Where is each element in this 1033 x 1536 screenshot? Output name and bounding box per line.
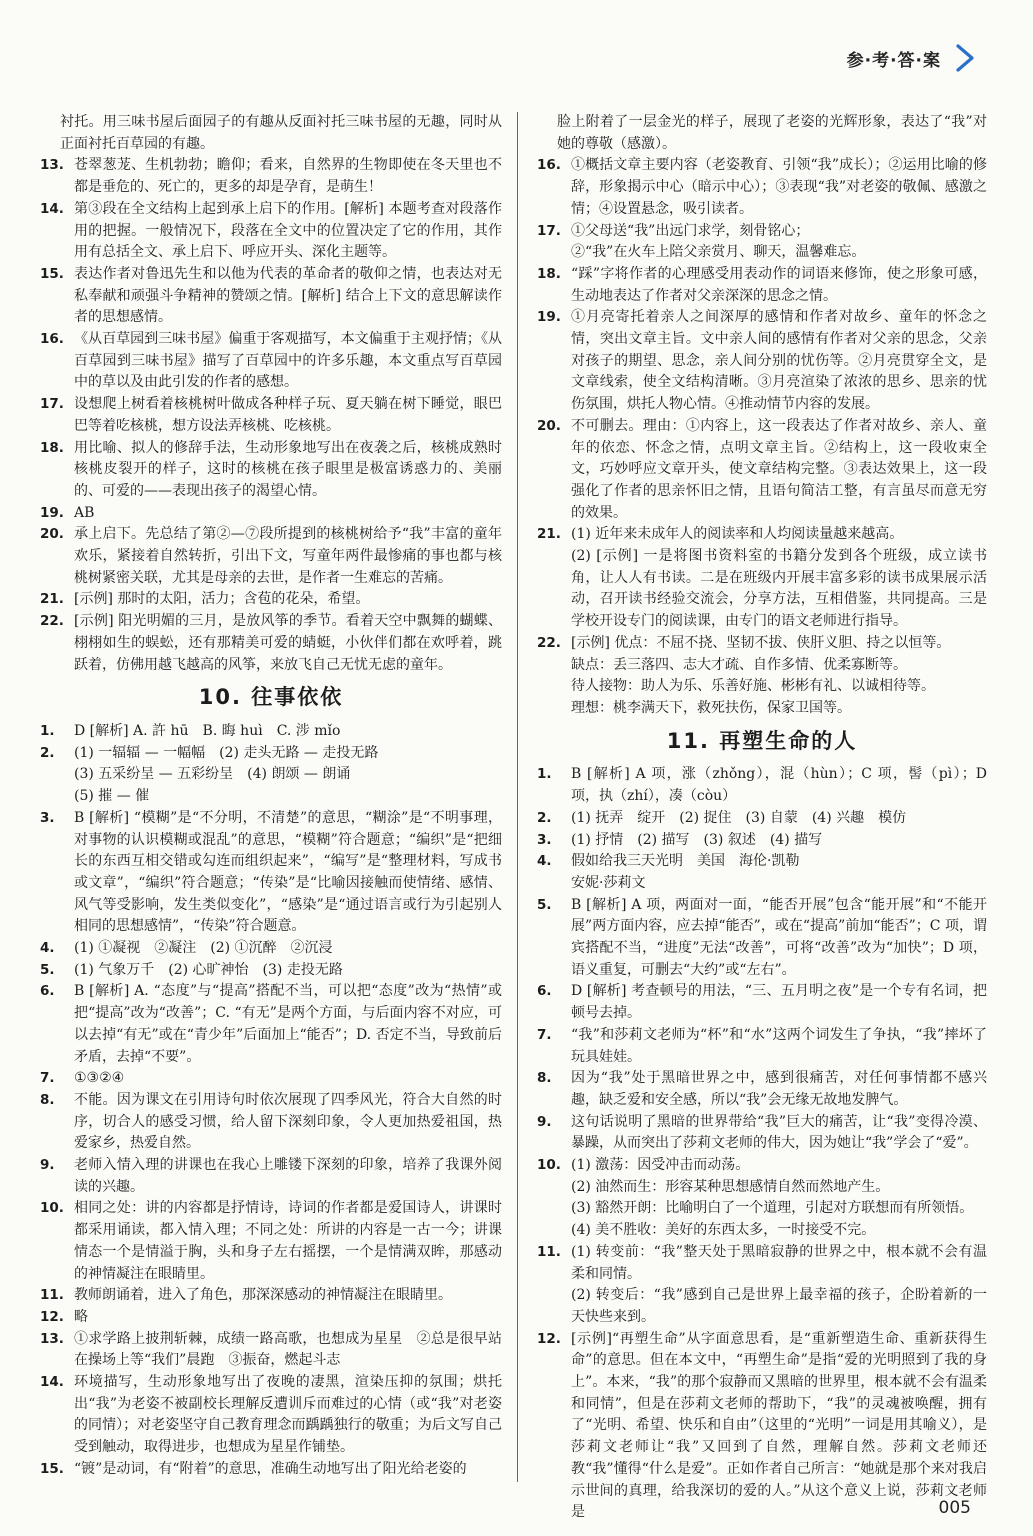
- answer-text: 承上启下。先总结了第②—⑦段所提到的核桃树给予“我”丰富的童年欢乐，紧接着自然转折，引出下文，写童年两件最惨痛的事也都与核桃树紧密关联，尤其是母亲的去世，是作者一生难忘的苦痛。: [74, 526, 502, 586]
- answer-item: [40, 938, 502, 960]
- answer-item: [537, 851, 987, 894]
- answer-item: [40, 155, 502, 198]
- answer-text: “踩”字将作者的心理感受用表动作的词语来修饰，使之形象可感，生动地表达了作者对父亲深深的思念之情。: [571, 265, 987, 304]
- answer-number: 21.: [40, 591, 64, 608]
- answer-number: 21.: [537, 526, 561, 543]
- answer-text: 《从百草园到三味书屋》偏重于客观描写，本文偏重于主观抒情；《从百草园到三味书屋》描写了百草园中的许多乐趣，本文重点写百草园中的草以及由此引发的作者的感想。: [74, 331, 502, 391]
- answer-number: 22.: [537, 634, 561, 651]
- answer-text: 环境描写，生动形象地写出了夜晚的凄黑，渲染压抑的氛围；烘托出“我”为老姿不被副校长理解反遭训斥而难过的心情（或“我”对老姿的同情）；对老姿坚守自己教育理念而踽踽独行的敬重；为后文写自己受到触动，取得进步，也想成为星星作铺垫。: [74, 1374, 502, 1456]
- answer-text: 用比喻、拟人的修辞手法，生动形象地写出在夜袭之后，核桃成熟时核桃皮裂开的样子，这时的核桃在孩子眼里是极富诱惑力的、美丽的、可爱的——表现出孩子的渴望心情。: [74, 439, 502, 499]
- answer-text: 苍翠葱茏、生机勃勃；瞻仰；看来，自然界的生物即使在冬天里也不都是垂危的、死亡的，更多的却是孕育，是萌生！: [74, 157, 502, 196]
- answer-number: 22.: [40, 613, 64, 630]
- answer-number: 11.: [40, 1287, 64, 1304]
- answer-item: [40, 329, 502, 394]
- answer-number: 1.: [40, 722, 55, 739]
- answer-text: [示例] 阳光明媚的三月，是放风筝的季节。看着天空中飘舞的蝴蝶、栩栩如生的蜈蚣，还有那精美可爱的蜻蜓，小伙伴们都在欢呼着，跳跃着，仿佛用越飞越高的风筝，来放飞自己无忧无虑的童年。: [74, 613, 502, 673]
- answer-text: [示例] 那时的太阳，活力；含苞的花朵，希望。: [74, 591, 370, 608]
- answer-number: 17.: [537, 222, 561, 239]
- answer-text: 不可删去。理由：①内容上，这一段表达了作者对故乡、亲人、童年的依恋、怀念之情，点明文章主旨。②结构上，这一段收束全文，巧妙呼应文章开头，使文章结构完整。③表达效果上，这一段强化了作者的思亲怀旧之情，且语句简洁工整，有言虽尽而意无穷的效果。: [571, 417, 987, 521]
- answer-number: 2.: [40, 744, 55, 761]
- answer-text: 相同之处：讲的内容都是抒情诗，诗词的作者都是爱国诗人，讲课时都采用诵读，都入情入理；不同之处：所讲的内容是一古一今；讲课情态一个是情溢于胸，头和身子左右摇摆，一个是情满双眸，那感动的神情凝注在眼睛里。: [74, 1200, 502, 1282]
- answer-number: 1.: [537, 766, 552, 783]
- answer-text: 设想爬上树看着核桃树叶做成各种样子玩、夏天躺在树下睡觉，眼巴巴等着吃核桃，想方设法弄核桃、吃核桃。: [74, 396, 502, 434]
- answer-line: (1) 转变前：“我”整天处于黑暗寂静的世界之中，根本就不会有温柔和同情。: [571, 1243, 987, 1282]
- answer-item: [537, 1112, 987, 1155]
- answer-line: (5) 摧 — 催: [74, 788, 150, 805]
- answer-number: 7.: [537, 1026, 552, 1043]
- answer-item: [40, 1459, 502, 1481]
- answer-text: (1) 近年来未成年人的阅读率和人均阅读量越来越高。: [571, 526, 904, 543]
- answer-text: [示例]“再塑生命”从字面意思看，是“重新塑造生命、重新获得生命”的意思。但在本文中，“再塑生命”是指“爱的光明照到了我的身上”。本来，“我”的那个寂静而又黑暗的世界里，根本就不会有温柔和同情”，但是在莎莉文老师的帮助下，“我”的灵魂被唤醒，拥有了“光明、希望、快乐和自由”（这里的“光明”一词是用其喻义），是莎莉文老师让“我”又回到了自然，理解自然。莎莉文老师还教“我”懂得“什么是爱”。正如作者自己所言：“她就是那个来对我启示世间的真理，给我深切的爱的人。”从这个意义上说，莎莉文老师是: [571, 1330, 987, 1521]
- answer-line: ②“我”在火车上陪父亲赏月、聊天，温馨难忘。: [571, 244, 866, 261]
- answer-item: [537, 895, 987, 982]
- answer-line: 理想：桃李满天下，救死扶伤，保家卫国等。: [571, 699, 851, 716]
- answer-line: (2) 转变后：“我”感到自己是世界上最幸福的孩子，企盼着新的一天快些来到。: [571, 1287, 987, 1325]
- section-title: 10. 往事依依: [198, 685, 344, 710]
- answer-text: ①求学路上披荆斩棘，成绩一路高歌，也想成为星星 ②总是很早站在操场上等“我们”晨跑 ③振奋，燃起斗志: [74, 1330, 502, 1369]
- answer-item: [40, 611, 502, 676]
- answer-text: 教师朗诵着，进入了角色，那深深感动的神情凝注在眼睛里。: [74, 1287, 452, 1304]
- answer-number: 15.: [40, 1460, 64, 1477]
- watermark-logo: [851, 1452, 1011, 1532]
- answer-text: D [解析] A. 許 hū B. 晦 huì C. 涉 mǐo: [74, 722, 341, 739]
- answer-line: 待人接物：助人为乐、乐善好施、彬彬有礼、以诚相待等。: [571, 678, 935, 695]
- right-answer-column: [537, 112, 987, 1524]
- answer-item: [537, 264, 987, 307]
- answer-item: [537, 112, 987, 155]
- answer-text: 老师入情入理的讲课也在我心上雕镂下深刻的印象，培养了我课外阅读的兴趣。: [74, 1157, 502, 1195]
- answer-number: 9.: [537, 1113, 552, 1130]
- answer-number: 6.: [537, 983, 552, 1000]
- answer-item: [40, 1155, 502, 1198]
- answer-number: 16.: [40, 331, 64, 348]
- answer-number: 12.: [537, 1330, 561, 1347]
- answer-text: 因为“我”处于黑暗世界之中，感到很痛苦，对任何事情都不感兴趣，缺乏爱和安全感，所以“我”会无缘无故地发脾气。: [571, 1070, 987, 1108]
- answer-line: (4) 美不胜收：美好的东西太多，一时接受不完。: [571, 1222, 876, 1239]
- answer-number: 9.: [40, 1157, 55, 1174]
- answer-text: ①月亮寄托着亲人之间深厚的感情和作者对故乡、童年的怀念之情，突出文章主旨。文中亲人间的感情有作者对父亲的思念，父亲对孩子的期望、思念，亲人间分别的忧伤等。②月亮贯穿全文，是文章线索，使全文结构清晰。③月亮渲染了浓浓的思乡、思亲的忧伤氛围，烘托人物心情。④推动情节内容的发展。: [571, 309, 987, 413]
- answer-text: AB: [74, 504, 95, 521]
- answer-number: 5.: [537, 896, 552, 913]
- answer-text: ①③②④: [74, 1070, 125, 1087]
- answer-item: [40, 524, 502, 589]
- answer-line: (3) 豁然开朗：比喻明白了一个道理，引起对方联想而有所领悟。: [571, 1200, 974, 1217]
- answer-text: 表达作者对鲁迅先生和以他为代表的革命者的敬仰之情，也表达对无私奉献和顽强斗争精神的赞颂之情。[解析] 结合上下文的意思解读作者的思想感情。: [74, 265, 502, 326]
- answer-number: 8.: [537, 1070, 552, 1087]
- answer-item: [40, 1068, 502, 1090]
- answer-number: 17.: [40, 396, 64, 413]
- answer-text: (1) ①凝视 ②凝注 (2) ①沉醉 ②沉浸: [74, 940, 333, 957]
- answer-text: (1) 抒情 (2) 描写 (3) 叙述 (4) 描写: [571, 831, 823, 848]
- answer-item: [40, 721, 502, 743]
- answer-line: (1) 激荡：因受冲击而动荡。: [571, 1157, 750, 1174]
- answer-text: “我”和莎莉文老师为“杯”和“水”这两个词发生了争执，“我”摔坏了玩具娃娃。: [571, 1026, 987, 1065]
- answer-item: [40, 1329, 502, 1372]
- answer-number: 20.: [40, 526, 64, 543]
- answer-text: 假如给我三天光明 美国 海伦·凯勒: [571, 853, 800, 870]
- answer-line: 缺点：丢三落四、志大才疏、自作多情、优柔寡断等。: [571, 656, 907, 673]
- answer-item: [40, 503, 502, 525]
- answer-item: [537, 764, 987, 807]
- answer-text: 不能。因为课文在引用诗句时依次展现了四季风光，符合大自然的时序，切合人的感受习惯，给人留下深刻印象，令人更加热爱祖国，热爱家乡，热爱自然。: [74, 1091, 502, 1152]
- answer-number: 18.: [537, 265, 561, 282]
- answer-number: 14.: [40, 200, 64, 217]
- answer-line: ①父母送“我”出远门求学，刻骨铭心；: [571, 222, 810, 239]
- answer-item: [537, 1242, 987, 1329]
- chevron-right-icon: [951, 43, 981, 73]
- answer-item: [537, 808, 987, 830]
- answer-number: 6.: [40, 983, 55, 1000]
- answer-text: B [解析] A. “态度”与“提高”搭配不当，可以把“态度”改为“热情”或把“提高”改为“改善”；C. “有无”是两个方面，与后面内容不对应，可以去掉“有无”或在“青少年”后面加上“能否”；D. 否定不当，导致前后矛盾，去掉“不要”。: [74, 983, 502, 1065]
- answer-number: 11.: [537, 1243, 561, 1260]
- answer-text: ①概括文章主要内容（老姿教育、引领“我”成长）；②运用比喻的修辞，形象揭示中心（暗示中心）；③表现“我”对老姿的敬佩、感激之情；④设置悬念，吸引读者。: [571, 157, 987, 217]
- answer-number: 2.: [537, 809, 552, 826]
- answer-text: [示例] 优点：不屈不挠、坚韧不拔、侠肝义胆、持之以恒等。: [571, 634, 951, 651]
- answer-item: [40, 1090, 502, 1155]
- answer-number: 3.: [537, 831, 552, 848]
- answer-number: 7.: [40, 1070, 55, 1087]
- answer-number: 19.: [537, 309, 561, 326]
- left-answer-column: [40, 112, 502, 1481]
- answer-number: 4.: [537, 853, 552, 870]
- answer-text: (1) 气象万千 (2) 心旷神怡 (3) 走投无路: [74, 961, 343, 978]
- answer-number: 20.: [537, 417, 561, 434]
- answer-text: B [解析] A 项，两面对一面，“能否开展”包含“能开展”和“不能开展”两方面内容，应去掉“能否”，或在“提高”前加“能否”；C 项，谓宾搭配不当，“进度”无法“改善”，可将“改善”改为“加快”；D 项，语义重复，可删去“大约”或“左右”。: [571, 896, 987, 978]
- answer-number: 15.: [40, 265, 64, 282]
- answer-text: “镀”是动词，有“附着”的意思，准确生动地写出了阳光给老姿的: [74, 1460, 467, 1477]
- answer-item: [40, 264, 502, 329]
- answer-item: [40, 981, 502, 1068]
- answer-text: 这句话说明了黑暗的世界带给“我”巨大的痛苦，让“我”变得冷漠、暴躁，从而突出了莎莉文老师的伟大，因为她让“我”学会了“爱”。: [571, 1113, 987, 1152]
- answer-item: [537, 1025, 987, 1068]
- answer-number: 16.: [537, 157, 561, 174]
- answer-item: [40, 743, 502, 808]
- answer-item: [537, 1068, 987, 1111]
- answer-number: 19.: [40, 504, 64, 521]
- page-number: 005: [938, 1498, 971, 1518]
- answer-number: 13.: [40, 1330, 64, 1347]
- answer-line: (3) 五采纷呈 — 五彩纷呈 (4) 朗颂 — 朗诵: [74, 766, 351, 783]
- answer-number: 8.: [40, 1091, 55, 1108]
- answer-item: [40, 112, 502, 155]
- answer-number: 14.: [40, 1374, 64, 1391]
- answer-item: [537, 307, 987, 416]
- answer-item: [40, 1285, 502, 1307]
- answer-text: 衬托。用三味书屋后面园子的有趣从反面衬托三味书屋的无趣，同时从正面衬托百草园的有趣。: [60, 114, 502, 152]
- column-divider: [517, 112, 518, 1482]
- answer-number: 5.: [40, 961, 55, 978]
- answer-item: [537, 1155, 987, 1242]
- answer-extra: (2) [示例] 一是将图书资料室的书籍分发到各个班级，成立读书角，让人人有书读。二是在班级内开展丰富多彩的读书成果展示活动，召开读书经验交流会，分享方法，互相借鉴，共同提高。三是学校开设专门的阅读课，由专门的语文老师进行指导。: [571, 548, 987, 630]
- answer-text: 第③段在全文结构上起到承上启下的作用。[解析] 本题考查对段落作用的把握。一般情况下，段落在全文中的位置决定了它的作用，其作用有总括全文、承上启下、呼应开头、深化主题等。: [74, 200, 502, 261]
- answer-item: [40, 438, 502, 503]
- answer-item: [537, 633, 987, 720]
- answer-item: [40, 808, 502, 938]
- answer-number: 12.: [40, 1308, 64, 1325]
- answer-text: D [解析] 考查顿号的用法，“三、五月明之夜”是一个专有名词，把顿号去掉。: [571, 983, 987, 1022]
- header-title: 参·考·答·案: [846, 50, 941, 71]
- answer-number: 10.: [40, 1200, 64, 1217]
- answer-item: [40, 589, 502, 611]
- answer-item: [537, 155, 987, 220]
- answer-line: (2) 油然而生：形容某种思想感情自然而然地产生。: [571, 1178, 890, 1195]
- answer-item: [40, 1198, 502, 1285]
- answer-item: [537, 524, 987, 633]
- answer-item: [40, 394, 502, 437]
- answer-text: B [解析] “模糊”是“不分明，不清楚”的意思，“糊涂”是“不明事理，对事物的认识模糊或混乱”的意思，“模糊”符合题意；“编织”是“把细长的东西互相交错或勾连而组织起来”，“编写”是“整理材料，写成书或文章”，“编织”符合题意；“传染”是“比喻因接触而使情绪、感情、风气等受影响，发生类似变化”，“感染”是“通过语言或行为引起别人相同的思想感情”，“传染”符合题意。: [74, 809, 502, 935]
- answer-item: [40, 1372, 502, 1459]
- answer-text: B [解析] A 项，涨（zhǒng），混（hùn）；C 项，髻（pì）；D 项，执（zhí），凑（còu）: [571, 766, 987, 805]
- answer-item: [537, 416, 987, 525]
- section-title: 11. 再塑生命的人: [666, 728, 858, 753]
- answer-number: 10.: [537, 1157, 561, 1174]
- answer-number: 18.: [40, 439, 64, 456]
- answer-number: 13.: [40, 157, 64, 174]
- answer-extra: 安妮·莎莉文: [571, 874, 646, 891]
- answer-item: [40, 1307, 502, 1329]
- answer-text: (1) 抚弄 绽开 (2) 捉住 (3) 自蒙 (4) 兴趣 模仿: [571, 809, 907, 826]
- answer-item: [40, 199, 502, 264]
- answer-number: 3.: [40, 809, 55, 826]
- answer-text: 略: [74, 1308, 88, 1325]
- answer-text: 脸上附着了一层金光的样子，展现了老姿的光辉形象，表达了“我”对她的尊敬（感激）。: [557, 114, 987, 152]
- answer-item: [40, 960, 502, 982]
- answer-item: [537, 830, 987, 852]
- answer-line: (1) 一辐辐 — 一幅幅 (2) 走头无路 — 走投无路: [74, 744, 379, 761]
- answer-item: [537, 221, 987, 264]
- answer-number: 4.: [40, 940, 55, 957]
- page-header: [847, 40, 981, 76]
- answer-item: [537, 981, 987, 1024]
